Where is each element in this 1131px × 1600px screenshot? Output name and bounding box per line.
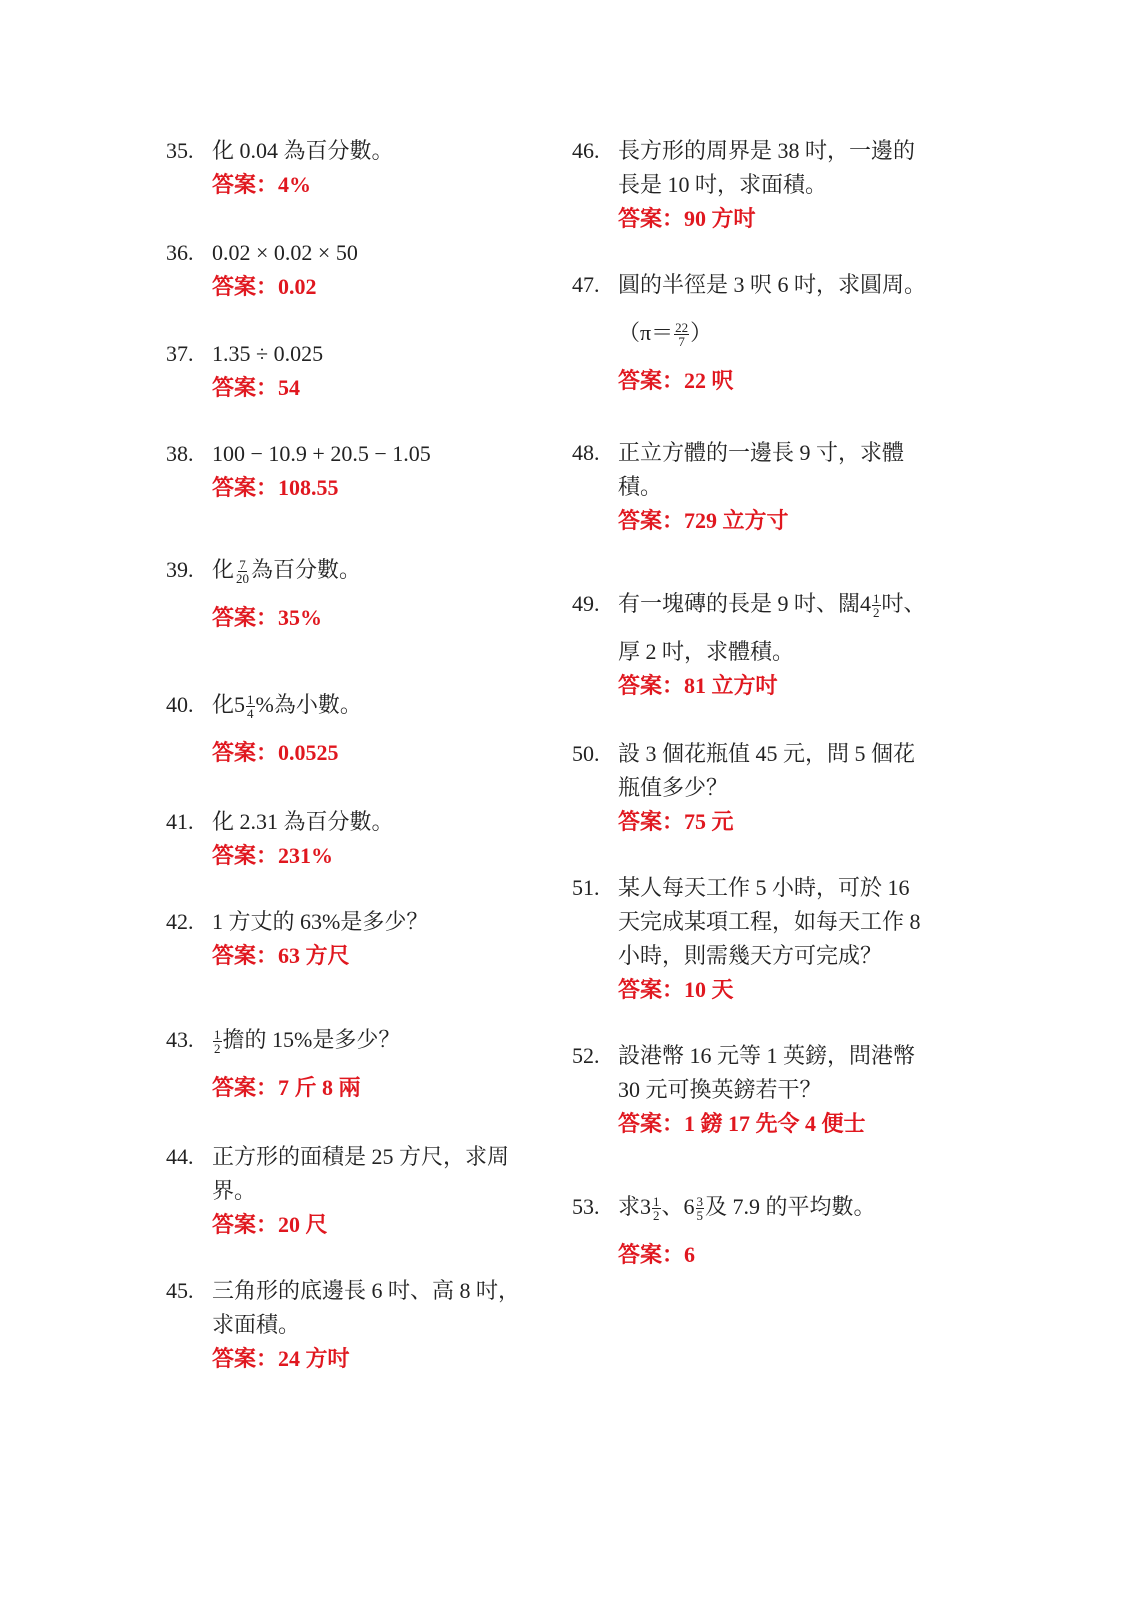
- pi-note: （π＝ $\frac{22}{7}$ ）: [618, 320, 713, 350]
- question-text: 化 $\frac{7}{20}$ 為百分數。: [212, 557, 362, 587]
- question-number: 39.: [166, 557, 194, 582]
- answer: 答案：4%: [212, 172, 312, 197]
- question-number: 45.: [166, 1278, 194, 1303]
- question-number: 47.: [572, 272, 600, 297]
- question-text-line: 小時，則需幾天方可完成？: [618, 943, 883, 968]
- question-number: 50.: [572, 741, 600, 766]
- question-number: 53.: [572, 1194, 600, 1219]
- question-number: 44.: [166, 1144, 194, 1169]
- question-text-line: 設港幣 16 元等 1 英鎊，問港幣: [618, 1043, 916, 1068]
- question-text: 100 − 10.9 + 20.5 − 1.05: [212, 441, 431, 466]
- question-text: 圓的半徑是 3 呎 6 吋，求圓周。: [618, 272, 927, 297]
- question-number: 52.: [572, 1043, 600, 1068]
- question-text: 化5 $\frac{1}{4}$ %為小數。: [212, 692, 362, 722]
- answer: 答案：1 鎊 17 先令 4 便士: [618, 1111, 866, 1136]
- question-text-line: 瓶值多少？: [618, 775, 729, 800]
- question-text-line: 界。: [212, 1178, 257, 1203]
- answer: 答案：35%: [212, 605, 323, 630]
- fraction: $\frac{1}{2}$: [653, 1194, 660, 1224]
- question-number: 41.: [166, 809, 194, 834]
- answer: 答案：10 天: [618, 977, 734, 1002]
- question-text-line: 求面積。: [212, 1312, 301, 1337]
- answer: 答案：22 呎: [618, 368, 734, 393]
- question-text-line: 正方形的面積是 25 方尺，求周: [212, 1144, 510, 1169]
- answer: 答案：20 尺: [212, 1212, 328, 1237]
- fraction: $\frac{7}{20}$: [236, 557, 250, 587]
- question-text-line: 設 3 個花瓶值 45 元，問 5 個花: [618, 741, 916, 766]
- answer: 答案：24 方吋: [212, 1346, 350, 1371]
- question-text: 化 0.04 為百分數。: [212, 138, 394, 163]
- answer: 答案：6: [618, 1242, 696, 1267]
- question-text: 1.35 ÷ 0.025: [212, 341, 324, 366]
- fraction: $\frac{3}{5}$: [696, 1194, 704, 1224]
- answer: 答案：81 立方吋: [618, 673, 778, 698]
- question-number: 48.: [572, 440, 600, 465]
- question-number: 37.: [166, 341, 194, 366]
- question-text-line: 某人每天工作 5 小時，可於 16: [618, 875, 910, 900]
- answer: 答案：63 方尺: [212, 943, 350, 968]
- question-number: 51.: [572, 875, 600, 900]
- question-text-line: 天完成某項工程，如每天工作 8: [618, 909, 921, 934]
- answer: 答案：0.02: [212, 274, 317, 299]
- answer: 答案：231%: [212, 843, 334, 868]
- answer: 答案：75 元: [618, 809, 734, 834]
- answer: 答案：7 斤 8 兩: [212, 1075, 361, 1100]
- question-number: 38.: [166, 441, 194, 466]
- question-text: 1 方丈的 63%是多少？: [212, 909, 429, 934]
- fraction: $\frac{1}{2}$: [214, 1027, 221, 1057]
- question-text-line: 正立方體的一邊長 9 寸，求體: [618, 440, 905, 465]
- question-number: 40.: [166, 692, 194, 717]
- answer: 答案：108.55: [212, 475, 339, 500]
- answer: 答案：0.0525: [212, 740, 339, 765]
- question-text-line: 30 元可換英鎊若干？: [618, 1077, 822, 1102]
- question-text: 化 2.31 為百分數。: [212, 809, 394, 834]
- question-number: 42.: [166, 909, 194, 934]
- answer: 答案：90 方吋: [618, 206, 756, 231]
- fraction: $\frac{1}{4}$: [247, 692, 254, 722]
- question-text-line: 長方形的周界是 38 吋，一邊的: [618, 138, 916, 163]
- question-number: 49.: [572, 591, 600, 616]
- question-number: 46.: [572, 138, 600, 163]
- question-number: 43.: [166, 1027, 194, 1052]
- fraction: $\frac{1}{2}$: [873, 591, 880, 621]
- question-text: 求3 $\frac{1}{2}$ 、6 $\frac{3}{5}$ 及 7.9 的平均數。: [618, 1194, 876, 1224]
- question-number: 35.: [166, 138, 194, 163]
- question-text: 0.02 × 0.02 × 50: [212, 240, 358, 265]
- answer: 答案：54: [212, 375, 301, 400]
- fraction: $\frac{22}{7}$: [675, 320, 689, 350]
- answer: 答案：729 立方寸: [618, 508, 789, 533]
- question-text-line: 厚 2 吋，求體積。: [618, 639, 795, 664]
- question-text-line: 積。: [618, 474, 663, 499]
- question-number: 36.: [166, 240, 194, 265]
- question-text-line: 三角形的底邊長 6 吋、高 8 吋，: [212, 1278, 521, 1303]
- question-text-line: 長是 10 吋，求面積。: [618, 172, 828, 197]
- question-text: $\frac{1}{2}$ 擔的 15%是多少？: [214, 1027, 401, 1057]
- question-text-line: 有一塊磚的長是 9 吋、闊4 $\frac{1}{2}$ 吋、: [618, 591, 926, 621]
